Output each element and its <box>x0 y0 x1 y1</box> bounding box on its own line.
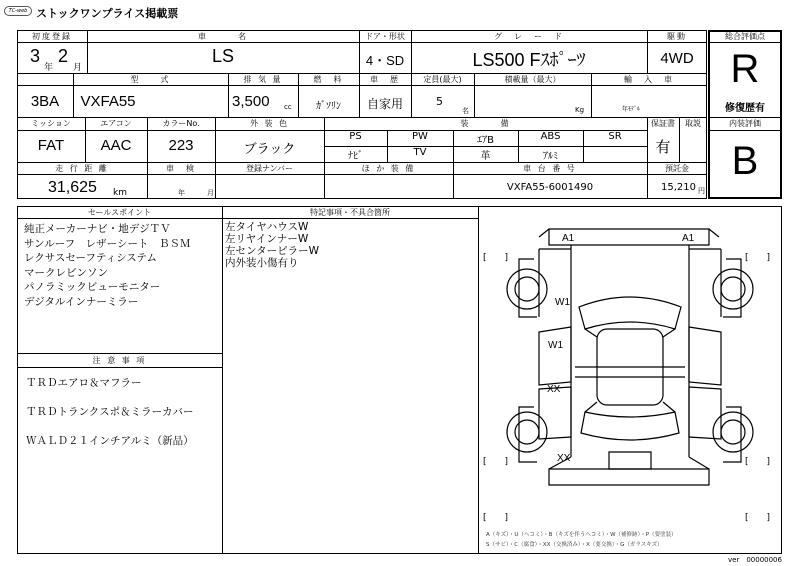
deposit-value: 15,210 <box>661 182 696 193</box>
type-prefix: 3BA <box>30 93 60 110</box>
mission-value: FAT <box>37 137 65 154</box>
km-unit: km <box>113 188 127 198</box>
car-name: LS <box>211 46 235 66</box>
special-notes-label: 特記事項・不具合箇所 <box>310 208 390 217</box>
grade: LS500 Fｽﾎﾟｰﾂ <box>472 50 586 70</box>
color-no-label: カラーNo. <box>162 119 200 128</box>
warranty-value: 有 <box>655 139 671 156</box>
capacity-unit: 名 <box>462 107 469 115</box>
month-unit: 月 <box>73 63 83 73</box>
equipment-label: 装 備 <box>460 119 511 128</box>
car-name-label: 車 名 <box>198 32 248 41</box>
mileage-label: 走 行 距 離 <box>55 164 109 173</box>
model-year-unit: 年ﾓﾃﾞﾙ <box>622 106 641 113</box>
legend-line-1: A（キズ）・U（ヘコミ）・B（キズを伴うヘコミ）・W（補修跡）・P（要塗装） <box>486 532 677 538</box>
list-item: マークレビンソン <box>24 266 108 279</box>
version: ver 00000006 <box>728 556 782 564</box>
inspection-label: 車 検 <box>166 164 196 173</box>
mission-label: ミッション <box>31 119 71 128</box>
color-value: ブラック <box>243 142 296 157</box>
cautions-list <box>26 376 194 449</box>
warranty-label: 保証書 <box>651 119 675 128</box>
year-unit: 年 <box>44 63 54 73</box>
damage-mark: A1 <box>682 233 695 244</box>
fuel-label: 燃 料 <box>313 75 344 84</box>
bracket: [ ] <box>483 457 509 467</box>
chassis-value: VXFA55-6001490 <box>506 182 594 193</box>
reg-year: 3 <box>30 46 41 66</box>
interior-eval-label: 内装評価 <box>729 119 761 128</box>
bracket: [ ] <box>483 253 509 263</box>
mileage-value: 31,625 <box>48 179 97 196</box>
damage-mark: A1 <box>562 233 575 244</box>
list-item: ＴＲＤトランクスポ＆ミラーカバー <box>26 406 194 418</box>
bracket: [ ] <box>483 513 509 523</box>
insp-month-unit: 月 <box>207 189 214 197</box>
cc-unit: cc <box>284 103 292 111</box>
kg-unit: Kg <box>575 106 585 114</box>
repair-history: 修復歴有 <box>725 103 765 114</box>
bracket: [ ] <box>745 253 771 263</box>
car-diagram <box>479 207 781 553</box>
chassis-label: 車 台 番 号 <box>523 164 577 173</box>
type-label: 型 式 <box>130 75 171 84</box>
logo: TC-web <box>4 6 32 16</box>
list-item: 左センターピラーW <box>225 245 319 257</box>
list-item: パノラミックビューモニター <box>24 281 161 293</box>
notes-list <box>225 221 319 269</box>
equip-alumi: ｱﾙﾐ <box>543 151 558 162</box>
equip-sr: SR <box>608 131 622 142</box>
import-label: 輸 入 車 <box>624 75 674 84</box>
equip-pw: PW <box>412 131 428 142</box>
interior-score: B <box>731 139 759 183</box>
aircon-label: エアコン <box>100 119 132 128</box>
list-item: 左リヤインナーW <box>225 233 309 245</box>
yen-unit: 円 <box>698 187 705 195</box>
displacement-value: 3,500 <box>232 93 270 110</box>
deposit-label: 預託金 <box>665 164 689 173</box>
door-shape: 4・SD <box>365 53 405 68</box>
equip-tv: TV <box>413 147 427 158</box>
history-value: 自家用 <box>366 97 403 111</box>
damage-mark: XX <box>547 384 561 395</box>
overall-score: R <box>730 47 760 91</box>
list-item: 純正メーカーナビ・地デジＴＶ <box>24 223 171 235</box>
sales-points-label: セールスポイント <box>87 208 152 217</box>
overall-eval-label: 総合評価点 <box>725 32 765 41</box>
capacity-value: 5 <box>436 95 443 108</box>
insp-year-unit: 年 <box>178 189 185 197</box>
door-label: ドア・形状 <box>365 32 405 41</box>
capacity-label: 定員(最大) <box>423 75 462 84</box>
equip-ps: PS <box>349 131 362 142</box>
grade-label: グ レ ー ド <box>494 32 564 41</box>
list-item: レクサスセーフティシステム <box>24 252 158 264</box>
model-type: VXFA55 <box>80 93 136 110</box>
exterior-color-label: 外 装 色 <box>249 119 290 128</box>
list-item: ＴＲＤエアロ＆マフラー <box>26 377 142 389</box>
equip-airbag: ｴｱB <box>477 135 494 146</box>
reg-month: 2 <box>58 46 69 66</box>
list-item: サンルーフ レザーシート ＢＳＭ <box>24 237 191 250</box>
fuel-value: ｶﾞｿﾘﾝ <box>316 101 341 112</box>
sales-points-list <box>24 222 190 309</box>
list-item: 内外装小傷有り <box>225 257 299 269</box>
equip-abs: ABS <box>540 131 561 142</box>
damage-mark: W1 <box>548 340 563 351</box>
list-item: デジタルインナーミラー <box>24 295 139 308</box>
damage-mark: XX <box>557 453 571 464</box>
history-label: 車 歴 <box>370 75 400 84</box>
legend-line-2: S（サビ）・C（腐食）・XX（交換済み）・X（要交換）・G（ガラスキズ） <box>486 542 663 548</box>
drive-label: 駆動 <box>667 32 687 41</box>
first-reg-label: 初度登録 <box>32 32 72 41</box>
page-title: ストックワンプライス掲載票 <box>36 7 179 20</box>
list-item: 左タイヤハウスW <box>225 221 309 233</box>
load-label: 積載量（最大） <box>504 75 561 84</box>
reg-number-label: 登録ナンバー <box>245 164 294 173</box>
damage-mark: W1 <box>555 297 570 308</box>
equip-navi: ﾅﾋﾞ <box>348 151 363 162</box>
cautions-label: 注 意 事 項 <box>92 356 147 365</box>
bracket: [ ] <box>745 457 771 467</box>
list-item: ＷＡＬＤ２１インチアルミ（新品） <box>26 435 194 447</box>
color-no-value: 223 <box>168 137 194 154</box>
equip-leather: 革 <box>480 151 491 162</box>
manual-label: 取説 <box>685 119 701 128</box>
bracket: [ ] <box>745 513 771 523</box>
displacement-label: 排 気 量 <box>243 75 283 84</box>
aircon-value: AAC <box>100 137 132 154</box>
other-equip-label: ほ か 装 備 <box>361 164 416 173</box>
drive-type: 4WD <box>660 50 694 67</box>
